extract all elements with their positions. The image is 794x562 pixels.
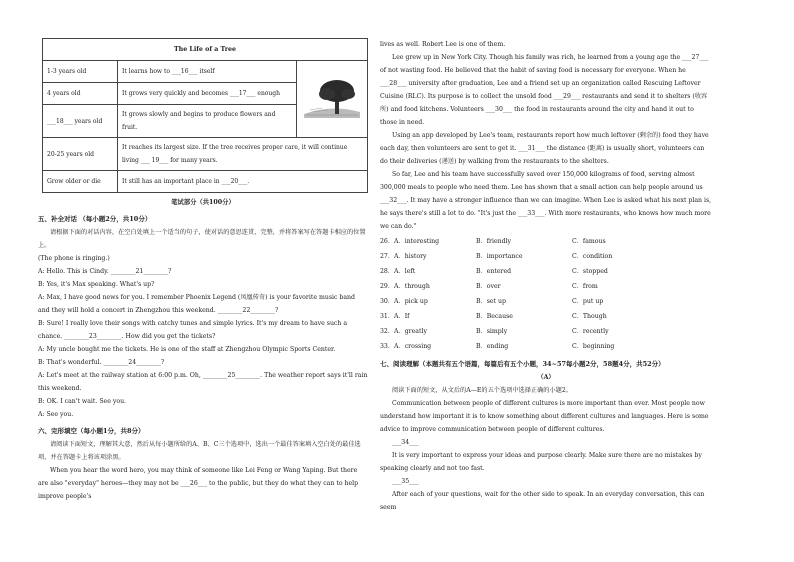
table-cell-desc: It grows very quickly and becomes ___17___ enough: [118, 83, 297, 105]
section-6-instructions: 请阅读下面短文，理解其大意，然后从每小题所给的A、B、C三个选项中，选出一个最佳答案填入空白处的最佳选项，并在答题卡上将该项涂黑。: [38, 441, 361, 461]
table-cell-age: 1-3 years old: [43, 61, 118, 83]
reading-paragraph: It is very important to express your ideas and purpose clearly. Make sure there are no mistakes by speaking clearly and not too fast.: [380, 452, 702, 472]
option-item: C．Though: [572, 313, 607, 320]
option-item: 29．A．through: [380, 283, 430, 290]
option-item: B．Because: [476, 313, 513, 320]
option-item: C．condition: [572, 253, 613, 260]
table-cell-age: Grow older or die: [43, 171, 118, 193]
dialogue-line: B: That's wonderful. ________24________?: [38, 359, 165, 366]
reading-paragraph: After each of your questions, wait for the other side to speak. In an everyday conversation, this can seem: [380, 491, 705, 511]
written-part-label: 笔试部分（共100分）: [171, 199, 235, 206]
option-item: B．entered: [476, 268, 512, 275]
table-cell-age: ___18___ years old: [43, 105, 118, 138]
section-5-title: 五、补全对话 （每小题2分，共10分）: [38, 215, 152, 223]
option-item: C．from: [572, 283, 598, 290]
option-item: 33．A．crossing: [380, 343, 432, 350]
tree-life-table: [42, 38, 368, 193]
cloze-paragraph: When you hear the word hero, you may think of someone like Lei Feng or Wang Yaping. But there are also "everyday" heroes—they may not be ___26___ to the public, but they do what they can to help improve people's: [38, 467, 359, 500]
option-item: 30．A．pick up: [380, 298, 428, 305]
cloze-paragraph: So far, Lee and his team have successfully saved over 150,000 kilograms of food, serving almost 300,000 meals to people who need them. Lee has shown that a small action can help people around us ___32___. It may have a stronger influence than we can imagine. When Lee is asked what his next plan is, he says there's still a lot to do. "It's just the ___33___. With more restaurants, who knows how much more we can do.": [380, 171, 712, 230]
option-item: 26．A．interesting: [380, 238, 440, 245]
option-item: C．stopped: [572, 268, 608, 275]
table-cell-desc: It grows slowly and begins to produce flowers and fruit.: [118, 105, 297, 138]
table-title: The Life of a Tree: [43, 39, 368, 61]
section-6-title: 六、完形填空（每小题1分，共8分）: [38, 427, 145, 435]
option-item: B．ending: [476, 343, 509, 350]
option-item: B．importance: [476, 253, 523, 260]
left-column: [38, 0, 368, 503]
dialogue-line: B: OK. I can't wait. See you.: [38, 398, 127, 405]
option-item: B．friendly: [476, 238, 512, 245]
option-item: C．beginning: [572, 343, 615, 350]
section-7-instructions: 阅读下面的短文，从文后的A—E的五个选项中选择正确的小题2。: [392, 387, 572, 394]
tree-image: [297, 61, 368, 138]
blank-34: ___34___: [392, 439, 419, 446]
passage-a-label: （A）: [537, 374, 555, 381]
option-item: C．recently: [572, 328, 609, 335]
option-item: 28．A．left: [380, 268, 416, 275]
cloze-paragraph-continued: lives as well. Robert Lee is one of them.: [380, 41, 506, 48]
section-5-instructions: 请根据下面的对话内容，在空白处填上一个适当的句子，使对话的意思连贯，完整，并将答案写在答题卡相应的位置上。: [38, 229, 366, 249]
dialogue-line: (The phone is ringing.): [38, 255, 110, 262]
table-cell-desc: It reaches its largest size. If the tree receives proper care, it will continue living ___ 19___ for many years.: [118, 138, 368, 171]
dialogue-line: B: Sure! I really love their songs with catchy tunes and simple lyrics. It's my dream to have such a chance. ________23________. How did you get the tickets?: [38, 320, 348, 340]
dialogue-line: A: Let's meet at the railway station at 6:00 p.m. Oh, ________25________. The weather report says it'll rain this weekend.: [38, 372, 368, 392]
option-item: C．put up: [572, 298, 604, 305]
tree-icon: [302, 74, 362, 120]
dialogue-line: A: Hello. This is Cindy. ________21________?: [38, 268, 172, 275]
option-item: 32．A．greatly: [380, 328, 427, 335]
table-cell-age: 4 years old: [43, 83, 118, 105]
option-item: 27．A．history: [380, 253, 427, 260]
option-item: B．over: [476, 283, 501, 290]
option-item: 31．A．If: [380, 313, 410, 320]
right-column: [380, 38, 712, 514]
blank-35: ___35___: [392, 478, 419, 485]
table-cell-age: 20-25 years old: [43, 138, 118, 171]
option-item: B．set up: [476, 298, 506, 305]
reading-paragraph: Communication between people of different cultures is more important than ever. Most people now understand how important it is to know something about different cultures and languages. Here is some advice to improve communication between people of different cultures.: [380, 400, 709, 433]
cloze-paragraph: Using an app developed by Lee's team, restaurants report how much leftover (剩余的) food they have each day, then volunteers are sent to get it. ___31___ the distance (距离) is usually short, volunteers can do their deliveries (递送) by walking from the restaurants to the shelters.: [380, 132, 709, 165]
dialogue-line: A: See you.: [38, 411, 74, 418]
option-item: C．famous: [572, 238, 606, 245]
options-grid: [380, 235, 712, 354]
option-item: B．simply: [476, 328, 508, 335]
table-cell-desc: It still has an important place in ___20___.: [118, 171, 368, 193]
cloze-paragraph: Lee grew up in New York City. Though his family was rich, he learned from a young age the ___27___ of not wasting food. He believed that the habit of saving food is necessary for everyone. When he ___28___ university after graduation, Lee and a friend set up an organization called Rescuing Leftover Cuisine (RLC). Its purpose is to collect the unsold food ___29___ restaurants and send it to shelters (收容所) and food kitchens. Volunteers ___30___ the food in restaurants around the city and hand it out to those in need.: [380, 54, 709, 126]
dialogue-line: A: My uncle bought me the tickets. He is one of the staff at Zhengzhou Olympic Sports Center.: [38, 346, 336, 353]
dialogue-line: A: Max, I have good news for you. I remember Phoenix Legend (凤凰传奇) is your favorite music band and they will hold a concert in Zhengzhou this weekend. ________22________?: [38, 294, 355, 314]
section-7-title: 七、阅读理解（本题共有五个语篇，每篇后有五个小题，34~57每小题2分，58题4分，共52分）: [380, 360, 665, 368]
table-cell-desc: It learns how to ___16___ itself: [118, 61, 297, 83]
dialogue-line: B: Yes, it's Max speaking. What's up?: [38, 281, 155, 288]
